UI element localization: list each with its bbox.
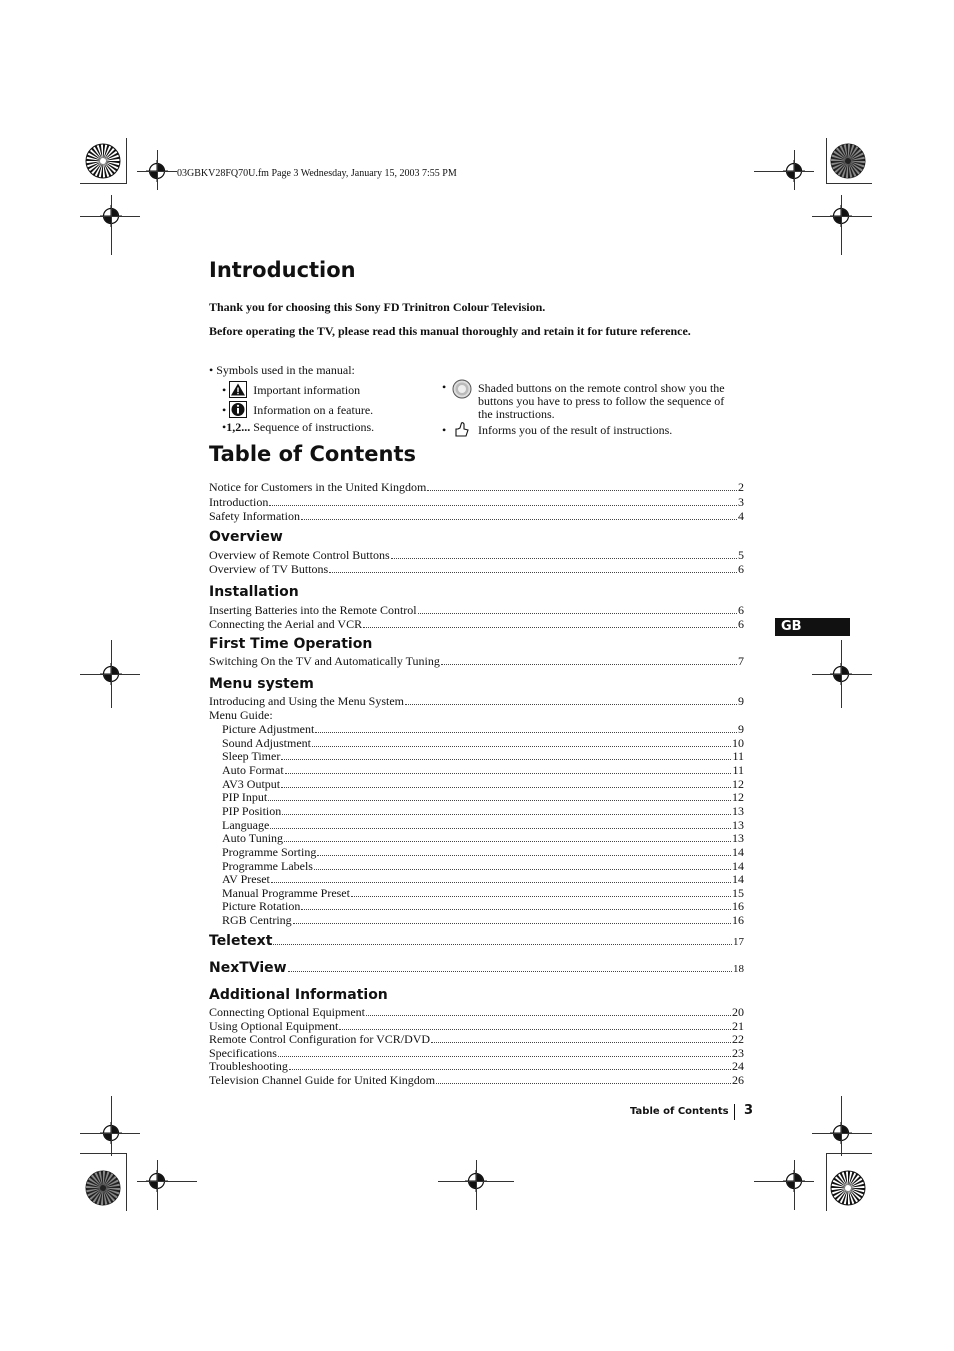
section-heading-menu-system: Menu system (209, 676, 314, 692)
toc-entry-page: 6 (738, 617, 744, 631)
section-heading-overview: Overview (209, 529, 283, 545)
color-star-target-icon (85, 143, 121, 179)
symbol-info: • Information on a feature. (222, 401, 373, 421)
dot-leader (317, 855, 731, 856)
toc-entry-label: Using Optional Equipment (209, 1018, 339, 1033)
toc-entry-label: Language (222, 817, 270, 832)
crop-line (826, 138, 827, 184)
toc-entry-label: AV Preset (222, 872, 270, 887)
toc-entry (209, 1073, 744, 1087)
symbol-important: • Important information (222, 381, 360, 401)
crop-line (126, 1153, 127, 1211)
file-info: 03GBKV28FQ70U.fm Page 3 Wednesday, January 15, 2003 7:55 PM (177, 168, 457, 179)
dot-leader (366, 1015, 731, 1016)
dot-leader (315, 732, 737, 733)
crop-line (812, 1133, 872, 1134)
toc-entry (222, 749, 744, 763)
toc-entry-label: Sleep Timer (222, 749, 281, 764)
toc-entry-label: Teletext (209, 933, 273, 949)
toc-entry (209, 617, 744, 631)
toc-entry (222, 899, 744, 913)
toc-entry-label: Auto Tuning (222, 831, 284, 846)
symbol-info-text: Information on a feature. (253, 402, 374, 417)
menu-guide-label: Menu Guide: (209, 708, 273, 722)
crop-line (812, 216, 872, 217)
symbol-shaded-text: Shaded buttons on the remote control show you the buttons you have to press to follow the sequence of the instructions. (478, 381, 725, 421)
toc-entry-label: Notice for Customers in the United Kingdom (209, 480, 427, 494)
toc-entry-page: 13 (732, 817, 744, 832)
dot-leader (268, 800, 731, 801)
dot-leader (418, 613, 737, 614)
footer-divider (734, 1104, 735, 1120)
toc-entry-page: 16 (732, 899, 744, 914)
crop-line (841, 1096, 842, 1156)
crop-line (794, 1160, 795, 1210)
toc-entry-page: 26 (732, 1073, 744, 1087)
crop-line (157, 1160, 158, 1210)
color-star-target-icon (85, 1170, 121, 1206)
toc-entry-page: 21 (732, 1018, 744, 1033)
toc-entry-page: 12 (732, 776, 744, 791)
dot-leader (270, 828, 731, 829)
toc-entry-page: 12 (732, 790, 744, 805)
dot-leader (405, 704, 737, 705)
symbol-result: • (442, 423, 447, 437)
toc-entry-label: Picture Adjustment (222, 722, 315, 736)
toc-entry (209, 548, 744, 562)
toc-entry-label: Switching On the TV and Automatically Tuning (209, 654, 440, 668)
dot-leader (363, 627, 737, 628)
toc-entry-label: Picture Rotation (222, 899, 301, 914)
dot-leader (314, 869, 731, 870)
toc-entry (222, 886, 744, 900)
toc-entry-page: 20 (732, 1005, 744, 1019)
section-heading-additional-information: Additional Information (209, 987, 388, 1003)
dot-leader (293, 923, 731, 924)
symbols-intro: • Symbols used in the manual: (209, 363, 355, 377)
toc-entry (222, 763, 744, 777)
symbols-intro-text: Symbols used in the manual: (216, 363, 355, 377)
toc-entry (222, 845, 744, 859)
hand-result-icon (453, 420, 471, 441)
toc-entry-page: 5 (738, 548, 744, 562)
crop-line (111, 1096, 112, 1156)
toc-entry (222, 831, 744, 845)
crop-line (80, 674, 140, 675)
crop-line (754, 1181, 814, 1182)
symbol-result-text: Informs you of the result of instructions. (478, 423, 673, 437)
toc-entry (209, 509, 744, 523)
info-icon (229, 401, 247, 421)
crop-line (137, 1181, 197, 1182)
toc-entry (222, 913, 744, 927)
dot-leader (301, 519, 737, 520)
toc-entry (222, 818, 744, 832)
toc-entry (209, 495, 744, 509)
toc-entry-label: Inserting Batteries into the Remote Control (209, 603, 417, 617)
toc-entry-label: NexTView (209, 960, 287, 976)
toc-entry-page: 3 (738, 495, 744, 509)
toc-entry-page: 6 (738, 562, 744, 576)
before-text: Before operating the TV, please read this manual thoroughly and retain it for future reference. (209, 324, 691, 338)
toc-entry-page: 13 (732, 803, 744, 818)
toc-entry-page: 11 (732, 762, 744, 777)
toc-entry (222, 777, 744, 791)
symbol-sequence: •1,2... Sequence of instructions. (222, 420, 375, 434)
dot-leader (278, 1056, 731, 1057)
dot-leader (312, 746, 731, 747)
crop-line (80, 216, 140, 217)
dot-leader (431, 1042, 731, 1043)
toc-entry-page: 9 (738, 722, 744, 736)
crop-line (794, 150, 795, 190)
toc-entry-page: 14 (732, 872, 744, 887)
toc-entry-label: Specifications (209, 1045, 277, 1060)
toc-entry-label: Overview of TV Buttons (209, 562, 329, 576)
symbol-important-text: Important information (253, 382, 361, 397)
toc-entry (209, 1046, 744, 1060)
dot-leader (281, 759, 731, 760)
toc-entry-label: RGB Centring (222, 913, 292, 928)
crop-line (126, 138, 127, 184)
toc-entry-page: 24 (732, 1059, 744, 1074)
toc-entry (209, 603, 744, 617)
dot-leader (273, 944, 732, 945)
page-number: 3 (744, 1103, 754, 1118)
toc-entry-page: 10 (732, 735, 744, 750)
toc-entry (209, 480, 744, 494)
dot-leader (284, 841, 731, 842)
symbol-sequence-text: Sequence of instructions. (253, 420, 375, 434)
toc-title: Table of Contents (209, 442, 417, 466)
toc-entry (209, 562, 744, 576)
warning-icon (229, 381, 247, 401)
crop-line (476, 1160, 477, 1210)
toc-entry-label: PIP Position (222, 803, 282, 818)
toc-entry-page: 14 (732, 844, 744, 859)
toc-entry (222, 872, 744, 886)
toc-entry (222, 790, 744, 804)
shaded-button-icon (452, 379, 472, 402)
toc-entry (222, 804, 744, 818)
dot-leader (282, 814, 731, 815)
section-heading-teletext (209, 934, 744, 948)
toc-entry-label: Auto Format (222, 762, 284, 777)
thanks-text: Thank you for choosing this Sony FD Trinitron Colour Television. (209, 300, 546, 314)
toc-entry-label: Programme Sorting (222, 844, 317, 859)
crop-line (754, 171, 814, 172)
crop-line (826, 1153, 872, 1154)
toc-entry-page: 16 (732, 913, 744, 928)
toc-entry-page: 13 (732, 831, 744, 846)
introduction-title: Introduction (209, 258, 356, 282)
toc-entry (209, 1032, 744, 1046)
section-heading-installation: Installation (209, 584, 299, 600)
toc-entry-label: AV3 Output (222, 776, 281, 791)
toc-entry-page: 14 (732, 858, 744, 873)
dot-leader (339, 1029, 731, 1030)
toc-entry-page: 23 (732, 1045, 744, 1060)
toc-entry (209, 694, 744, 708)
toc-entry-page: 17 (733, 936, 744, 948)
dot-leader (391, 558, 737, 559)
crop-line (841, 195, 842, 255)
crop-line (826, 1153, 827, 1211)
toc-entry-page: 2 (738, 480, 744, 494)
dot-leader (288, 971, 732, 972)
crop-line (157, 150, 158, 190)
toc-entry (209, 654, 744, 668)
dot-leader (329, 572, 737, 573)
dot-leader (427, 490, 737, 491)
toc-entry-label: Introduction (209, 495, 269, 509)
color-star-target-icon (830, 143, 866, 179)
toc-entry-page: 22 (732, 1032, 744, 1047)
crop-line (80, 1133, 140, 1134)
toc-entry-page: 7 (738, 654, 744, 668)
toc-entry-label: PIP Input (222, 790, 268, 805)
dot-leader (289, 1069, 731, 1070)
crop-line (812, 674, 872, 675)
toc-entry-page: 4 (738, 509, 744, 523)
crop-line (111, 640, 112, 708)
crop-line (826, 183, 872, 184)
toc-entry-label: Remote Control Configuration for VCR/DVD (209, 1032, 431, 1047)
toc-entry-label: Overview of Remote Control Buttons (209, 548, 390, 562)
dot-leader (436, 1083, 731, 1084)
toc-entry-page: 6 (738, 603, 744, 617)
dot-leader (285, 773, 732, 774)
dot-leader (351, 896, 731, 897)
toc-entry (222, 736, 744, 750)
toc-entry-label: Connecting the Aerial and VCR (209, 617, 363, 631)
toc-entry-label: Safety Information (209, 509, 300, 523)
toc-entry-label: Programme Labels (222, 858, 313, 873)
section-heading-nextview (209, 961, 744, 975)
toc-entry-label: Introducing and Using the Menu System (209, 694, 404, 708)
toc-entry (209, 1005, 744, 1019)
toc-entry-page: 9 (738, 694, 744, 708)
footer-section-label: Table of Contents (630, 1106, 729, 1117)
toc-entry-label: Television Channel Guide for United Kingdom (209, 1073, 436, 1087)
dot-leader (269, 505, 737, 506)
toc-entry-label: Troubleshooting (209, 1059, 288, 1074)
toc-entry-label: Connecting Optional Equipment (209, 1005, 365, 1019)
language-tab: GB (775, 618, 850, 636)
crop-line (80, 1153, 126, 1154)
toc-entry-label: Manual Programme Preset (222, 885, 350, 900)
dot-leader (441, 664, 737, 665)
toc-entry (209, 1059, 744, 1073)
section-heading-first-time-operation: First Time Operation (209, 636, 373, 652)
toc-entry (222, 722, 744, 736)
crop-line (80, 183, 126, 184)
toc-entry-label: Sound Adjustment (222, 735, 312, 750)
dot-leader (281, 787, 731, 788)
toc-entry-page: 18 (733, 963, 744, 975)
toc-entry-page: 15 (732, 885, 744, 900)
sequence-prefix: 1,2... (226, 420, 251, 434)
toc-entry-page: 11 (732, 749, 744, 764)
crop-line (841, 640, 842, 708)
color-star-target-icon (830, 1170, 866, 1206)
toc-entry (209, 1019, 744, 1033)
crop-line (111, 195, 112, 255)
dot-leader (301, 909, 731, 910)
toc-entry (222, 859, 744, 873)
symbol-shaded: • (442, 380, 447, 394)
dot-leader (271, 882, 731, 883)
